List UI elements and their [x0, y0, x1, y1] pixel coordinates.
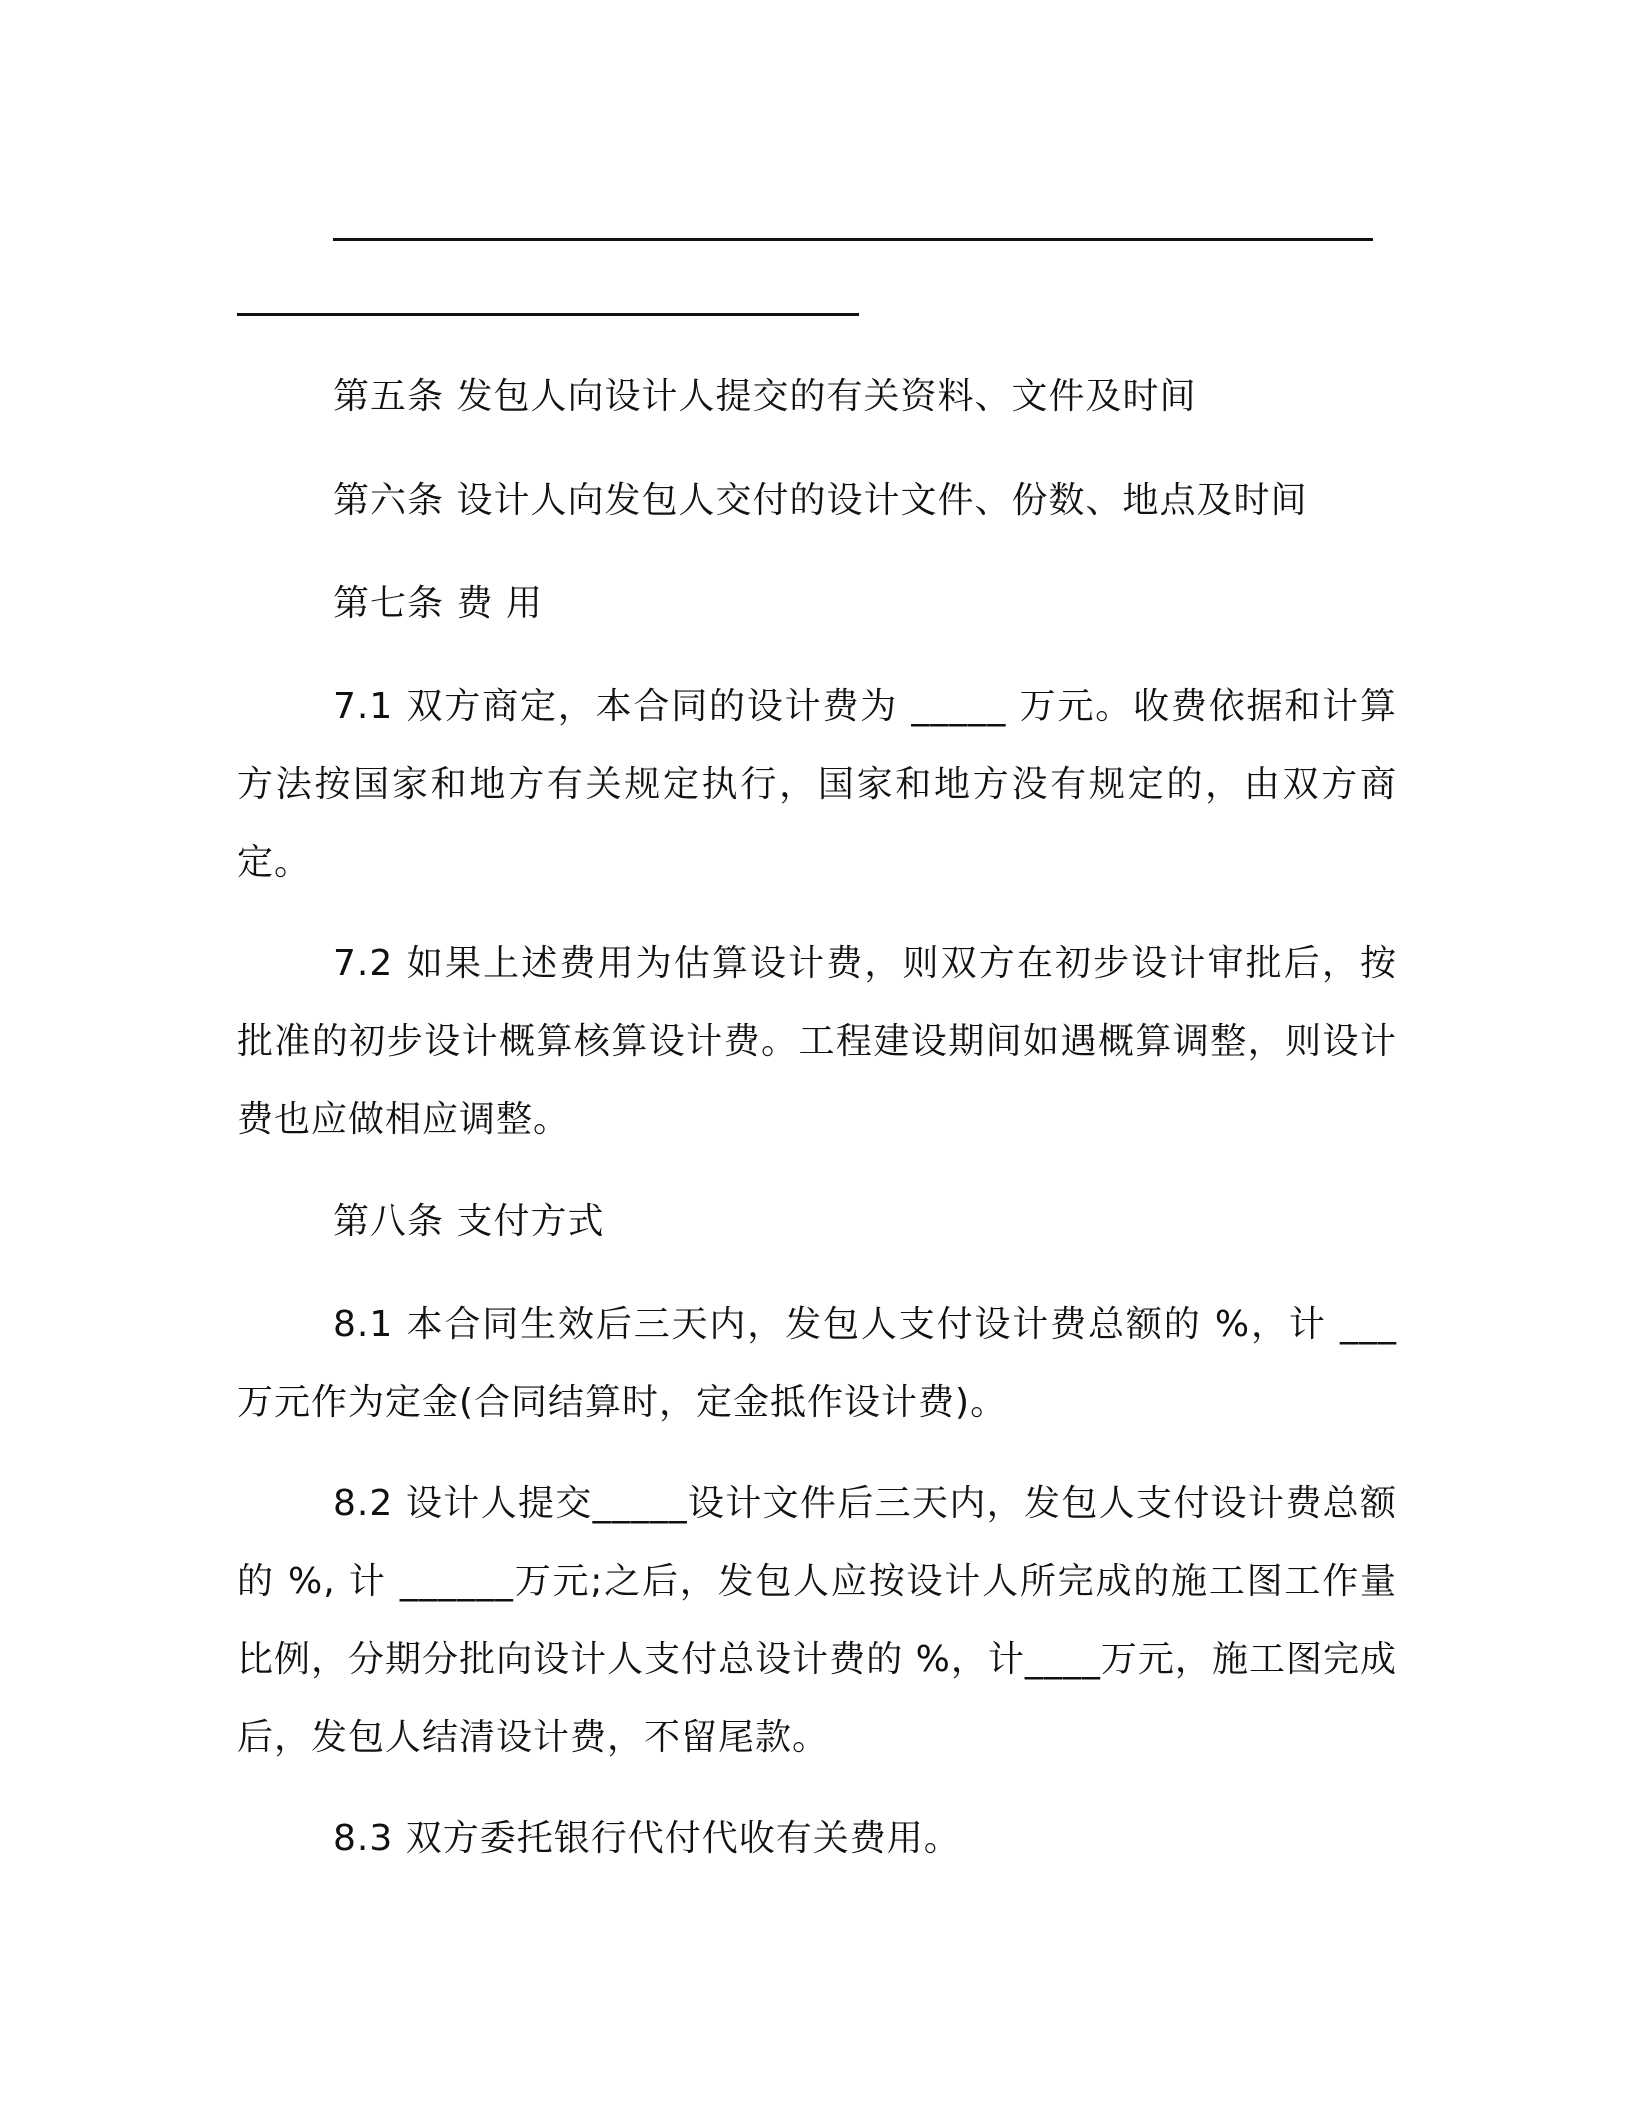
clause-7-2: 7.2 如果上述费用为估算设计费，则双方在初步设计审批后，按批准的初步设计概算核算设计费。工程建设期间如遇概算调整，则设计费也应做相应调整。 [237, 943, 1397, 1140]
clause-8-2: 8.2 设计人提交_____设计文件后三天内，发包人支付设计费总额的 %, 计 ______万元;之后，发包人应按设计人所完成的施工图工作量比例，分期分批向设计人支付总设计费的 %，计____万元，施工图完成后，发包人结清设计费，不留尾款。 [237, 1483, 1397, 1758]
clause-8-1: 8.1 本合同生效后三天内，发包人支付设计费总额的 %，计 ___ 万元作为定金(合同结算时，定金抵作设计费)。 [237, 1304, 1397, 1423]
article-8-heading: 第八条 支付方式 [333, 1201, 605, 1242]
article-5-heading: 第五条 发包人向设计人提交的有关资料、文件及时间 [333, 376, 1197, 417]
fill-in-blank-line-1 [333, 238, 1373, 241]
article-6-heading: 第六条 设计人向发包人交付的设计文件、份数、地点及时间 [333, 480, 1308, 521]
article-7-heading: 第七条 费 用 [333, 583, 543, 624]
clause-7-1: 7.1 双方商定，本合同的设计费为 _____ 万元。收费依据和计算方法按国家和地方有关规定执行，国家和地方没有规定的，由双方商定。 [237, 686, 1397, 883]
fill-in-blank-line-2 [237, 313, 859, 316]
clause-8-3: 8.3 双方委托银行代付代收有关费用。 [333, 1818, 961, 1859]
